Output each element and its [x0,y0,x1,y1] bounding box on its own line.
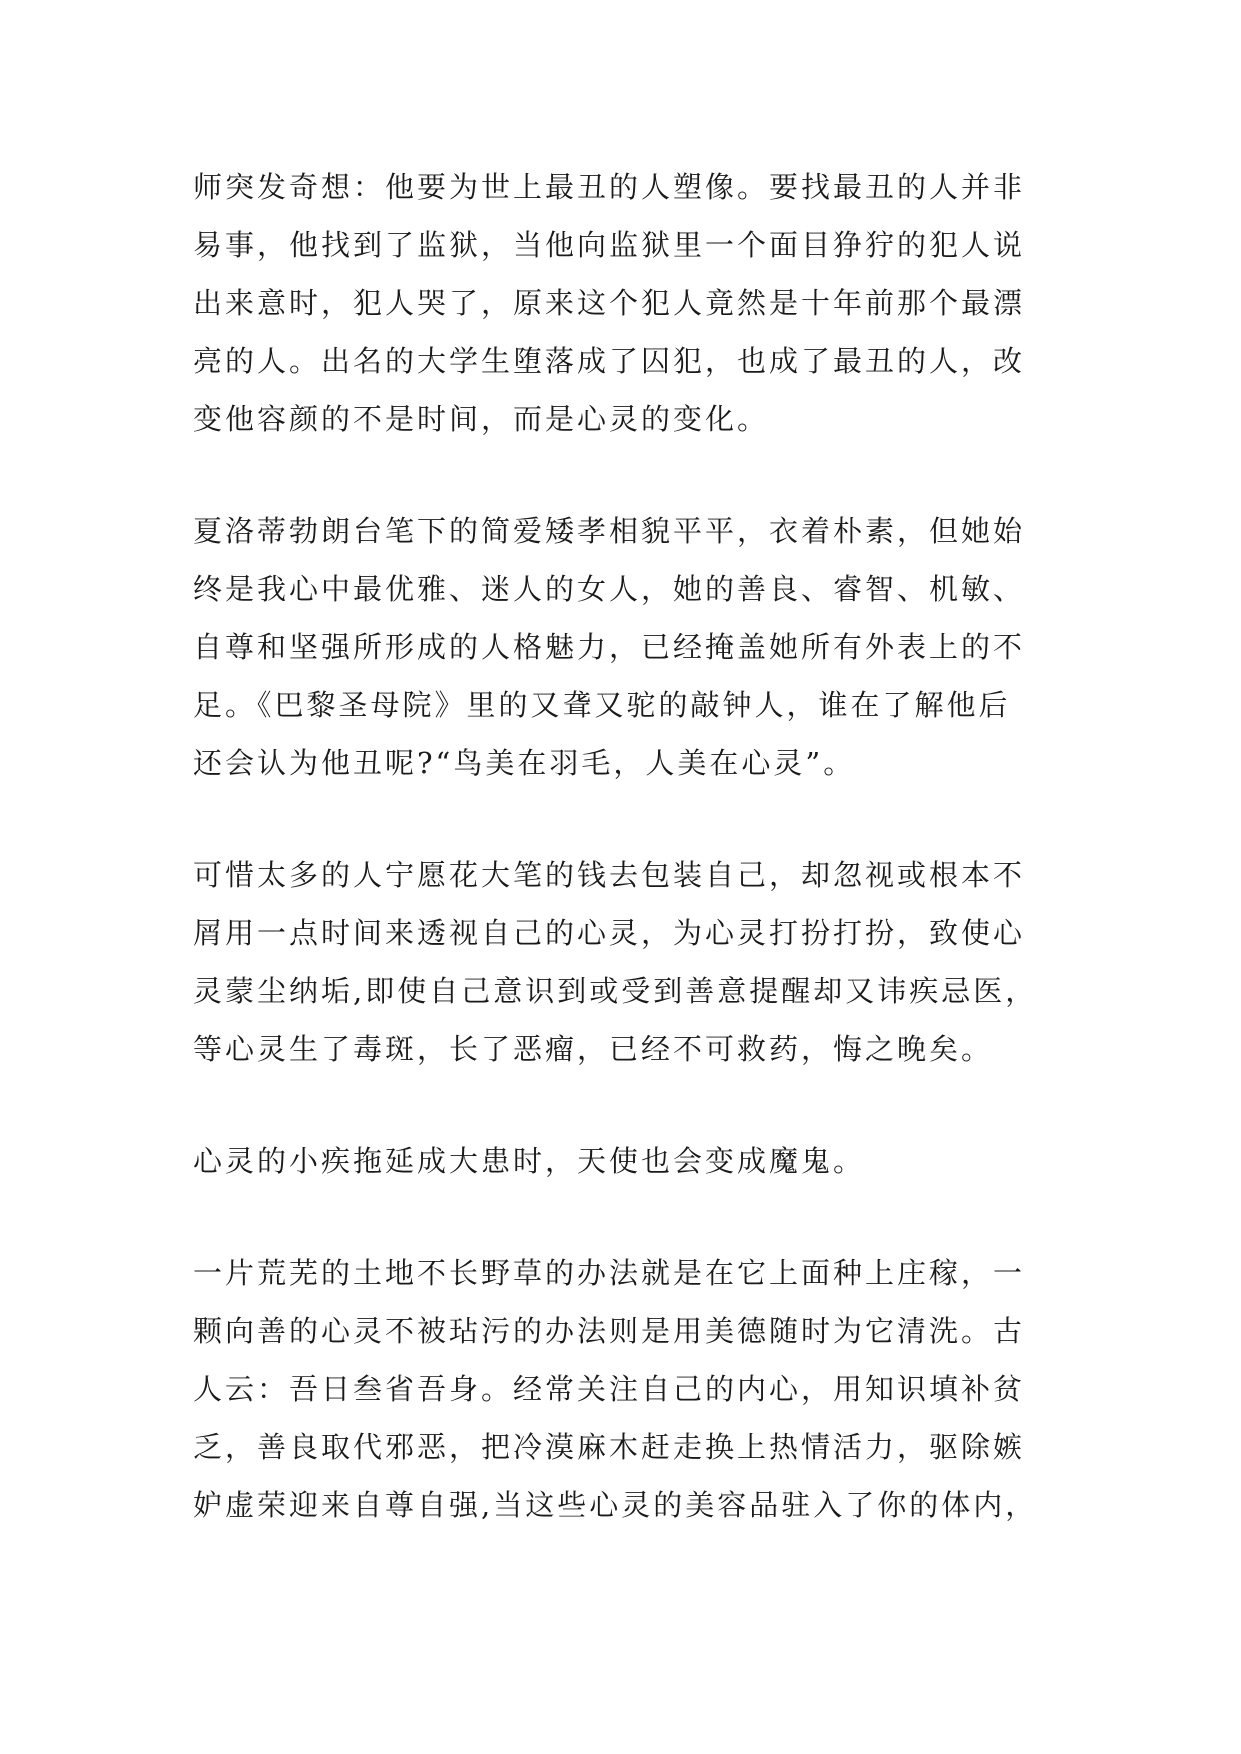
paragraph-2 [193,502,1073,792]
text-line: 师突发奇想：他要为世上最丑的人塑像。要找最丑的人并非 [193,170,1026,204]
text-line: 变他容颜的不是时间，而是心灵的变化。 [193,402,770,436]
text-line: 乏，善良取代邪恶，把冷漠麻木赶走换上热情活力，驱除嫉 [193,1430,1026,1464]
document-body [193,158,1073,1588]
text-line: 灵蒙尘纳垢,即使自己意识到或受到善意提醒却又讳疾忌医， [193,974,1038,1008]
text-line: 自尊和坚强所形成的人格魅力，已经掩盖她所有外表上的不 [193,630,1026,664]
paragraph-4 [193,1132,1073,1190]
text-line: 心灵的小疾拖延成大患时，天使也会变成魔鬼。 [193,1144,866,1178]
paragraph-1 [193,158,1073,448]
text-line: 足。《巴黎圣母院》里的又聋又驼的敲钟人，谁在了解他后 [193,688,1011,722]
text-line: 还会认为他丑呢?“鸟美在羽毛，人美在心灵”。 [193,746,856,780]
text-line: 终是我心中最优雅、迷人的女人，她的善良、睿智、机敏、 [193,572,1026,606]
text-line: 易事，他找到了监狱，当他向监狱里一个面目狰狞的犯人说 [193,228,1026,262]
text-line: 人云：吾日叁省吾身。经常关注自己的内心，用知识填补贫 [193,1372,1026,1406]
text-line: 妒虚荣迎来自尊自强,当这些心灵的美容品驻入了你的体内， [193,1488,1038,1522]
text-line: 出来意时，犯人哭了，原来这个犯人竟然是十年前那个最漂 [193,286,1026,320]
text-line: 亮的人。出名的大学生堕落成了囚犯，也成了最丑的人，改 [193,344,1026,378]
paragraph-5 [193,1244,1073,1534]
text-line: 屑用一点时间来透视自己的心灵，为心灵打扮打扮，致使心 [193,916,1026,950]
text-line: 夏洛蒂勃朗台笔下的简爱矮孝相貌平平，衣着朴素，但她始 [193,514,1026,548]
text-line: 颗向善的心灵不被玷污的办法则是用美德随时为它清洗。古 [193,1314,1026,1348]
text-line: 等心灵生了毒斑，长了恶瘤，已经不可救药，悔之晚矣。 [193,1032,994,1066]
paragraph-3 [193,846,1073,1078]
text-line: 一片荒芜的土地不长野草的办法就是在它上面种上庄稼，一 [193,1256,1026,1290]
text-line: 可惜太多的人宁愿花大笔的钱去包装自己，却忽视或根本不 [193,858,1026,892]
